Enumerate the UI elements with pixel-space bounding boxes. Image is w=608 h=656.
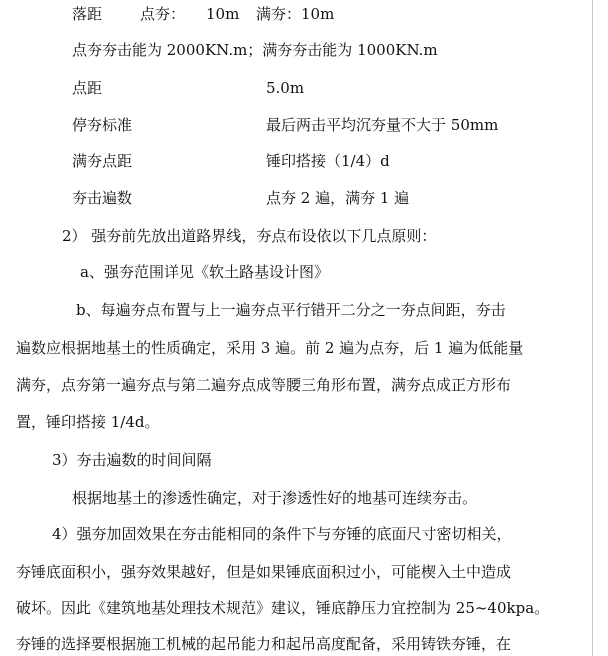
param-value: 最后两击平均沉夯量不大于 50mm [266, 116, 499, 134]
paragraph-b-line: 满夯，点夯第一遍夯点与第二遍夯点成等腰三角形布置，满夯点成正方形布 [16, 376, 512, 394]
paragraph-b-line: b、每遍夯点布置与上一遍夯点平行错开二分之一夯点间距，夯击 [76, 301, 506, 319]
param-row [0, 115, 592, 135]
param-value: 5.0m [266, 79, 305, 97]
paragraph-4-line: 4）强夯加固效果在夯击能相同的条件下与夯锤的底面尺寸密切相关， [52, 525, 512, 543]
paragraph-b-line: 置，锤印搭接 1/4d。 [16, 413, 160, 431]
tamping-energy-line: 点夯夯击能为 2000KN.m；满夯夯击能为 1000KN.m [72, 41, 438, 59]
paragraph-2: 2） 强夯前先放出道路界线，夯点布设依以下几点原则： [62, 227, 437, 245]
point-tamp-label: 点夯： [140, 5, 186, 23]
param-value: 点夯 2 遍，满夯 1 遍 [266, 189, 410, 207]
paragraph-3-text: 根据地基土的渗透性确定，对于渗透性好的地基可连续夯击。 [72, 489, 478, 507]
param-row [0, 151, 592, 171]
paragraph-3-title: 3）夯击遍数的时间间隔 [52, 451, 212, 469]
page-margin-line [592, 0, 593, 656]
paragraph-4-line: 破坏。因此《建筑地基处理技术规范》建议，锤底静压力宜控制为 25~40kpa。 [16, 599, 550, 617]
param-row [0, 78, 592, 98]
full-tamp-value: 满夯：10m [256, 5, 335, 23]
param-key: 点距 [72, 79, 103, 97]
param-row [0, 188, 592, 208]
param-key: 停夯标准 [72, 116, 133, 134]
drop-distance-label: 落距 [72, 5, 103, 23]
point-tamp-value: 10m [206, 5, 240, 23]
param-key: 夯击遍数 [72, 189, 133, 207]
param-key: 满夯点距 [72, 152, 133, 170]
paragraph-4-line: 夯锤的选择要根据施工机械的起吊能力和起吊高度配备，采用铸铁夯锤，在 [16, 635, 512, 653]
paragraph-a: a、强夯范围详见《软土路基设计图》 [80, 263, 329, 281]
paragraph-4-line: 夯锤底面积小，强夯效果越好，但是如果锤底面积过小，可能楔入土中造成 [16, 563, 512, 581]
param-value: 锤印搭接（1/4）d [266, 152, 390, 170]
paragraph-b-line: 遍数应根据地基土的性质确定，采用 3 遍。前 2 遍为点夯，后 1 遍为低能量 [16, 339, 524, 357]
